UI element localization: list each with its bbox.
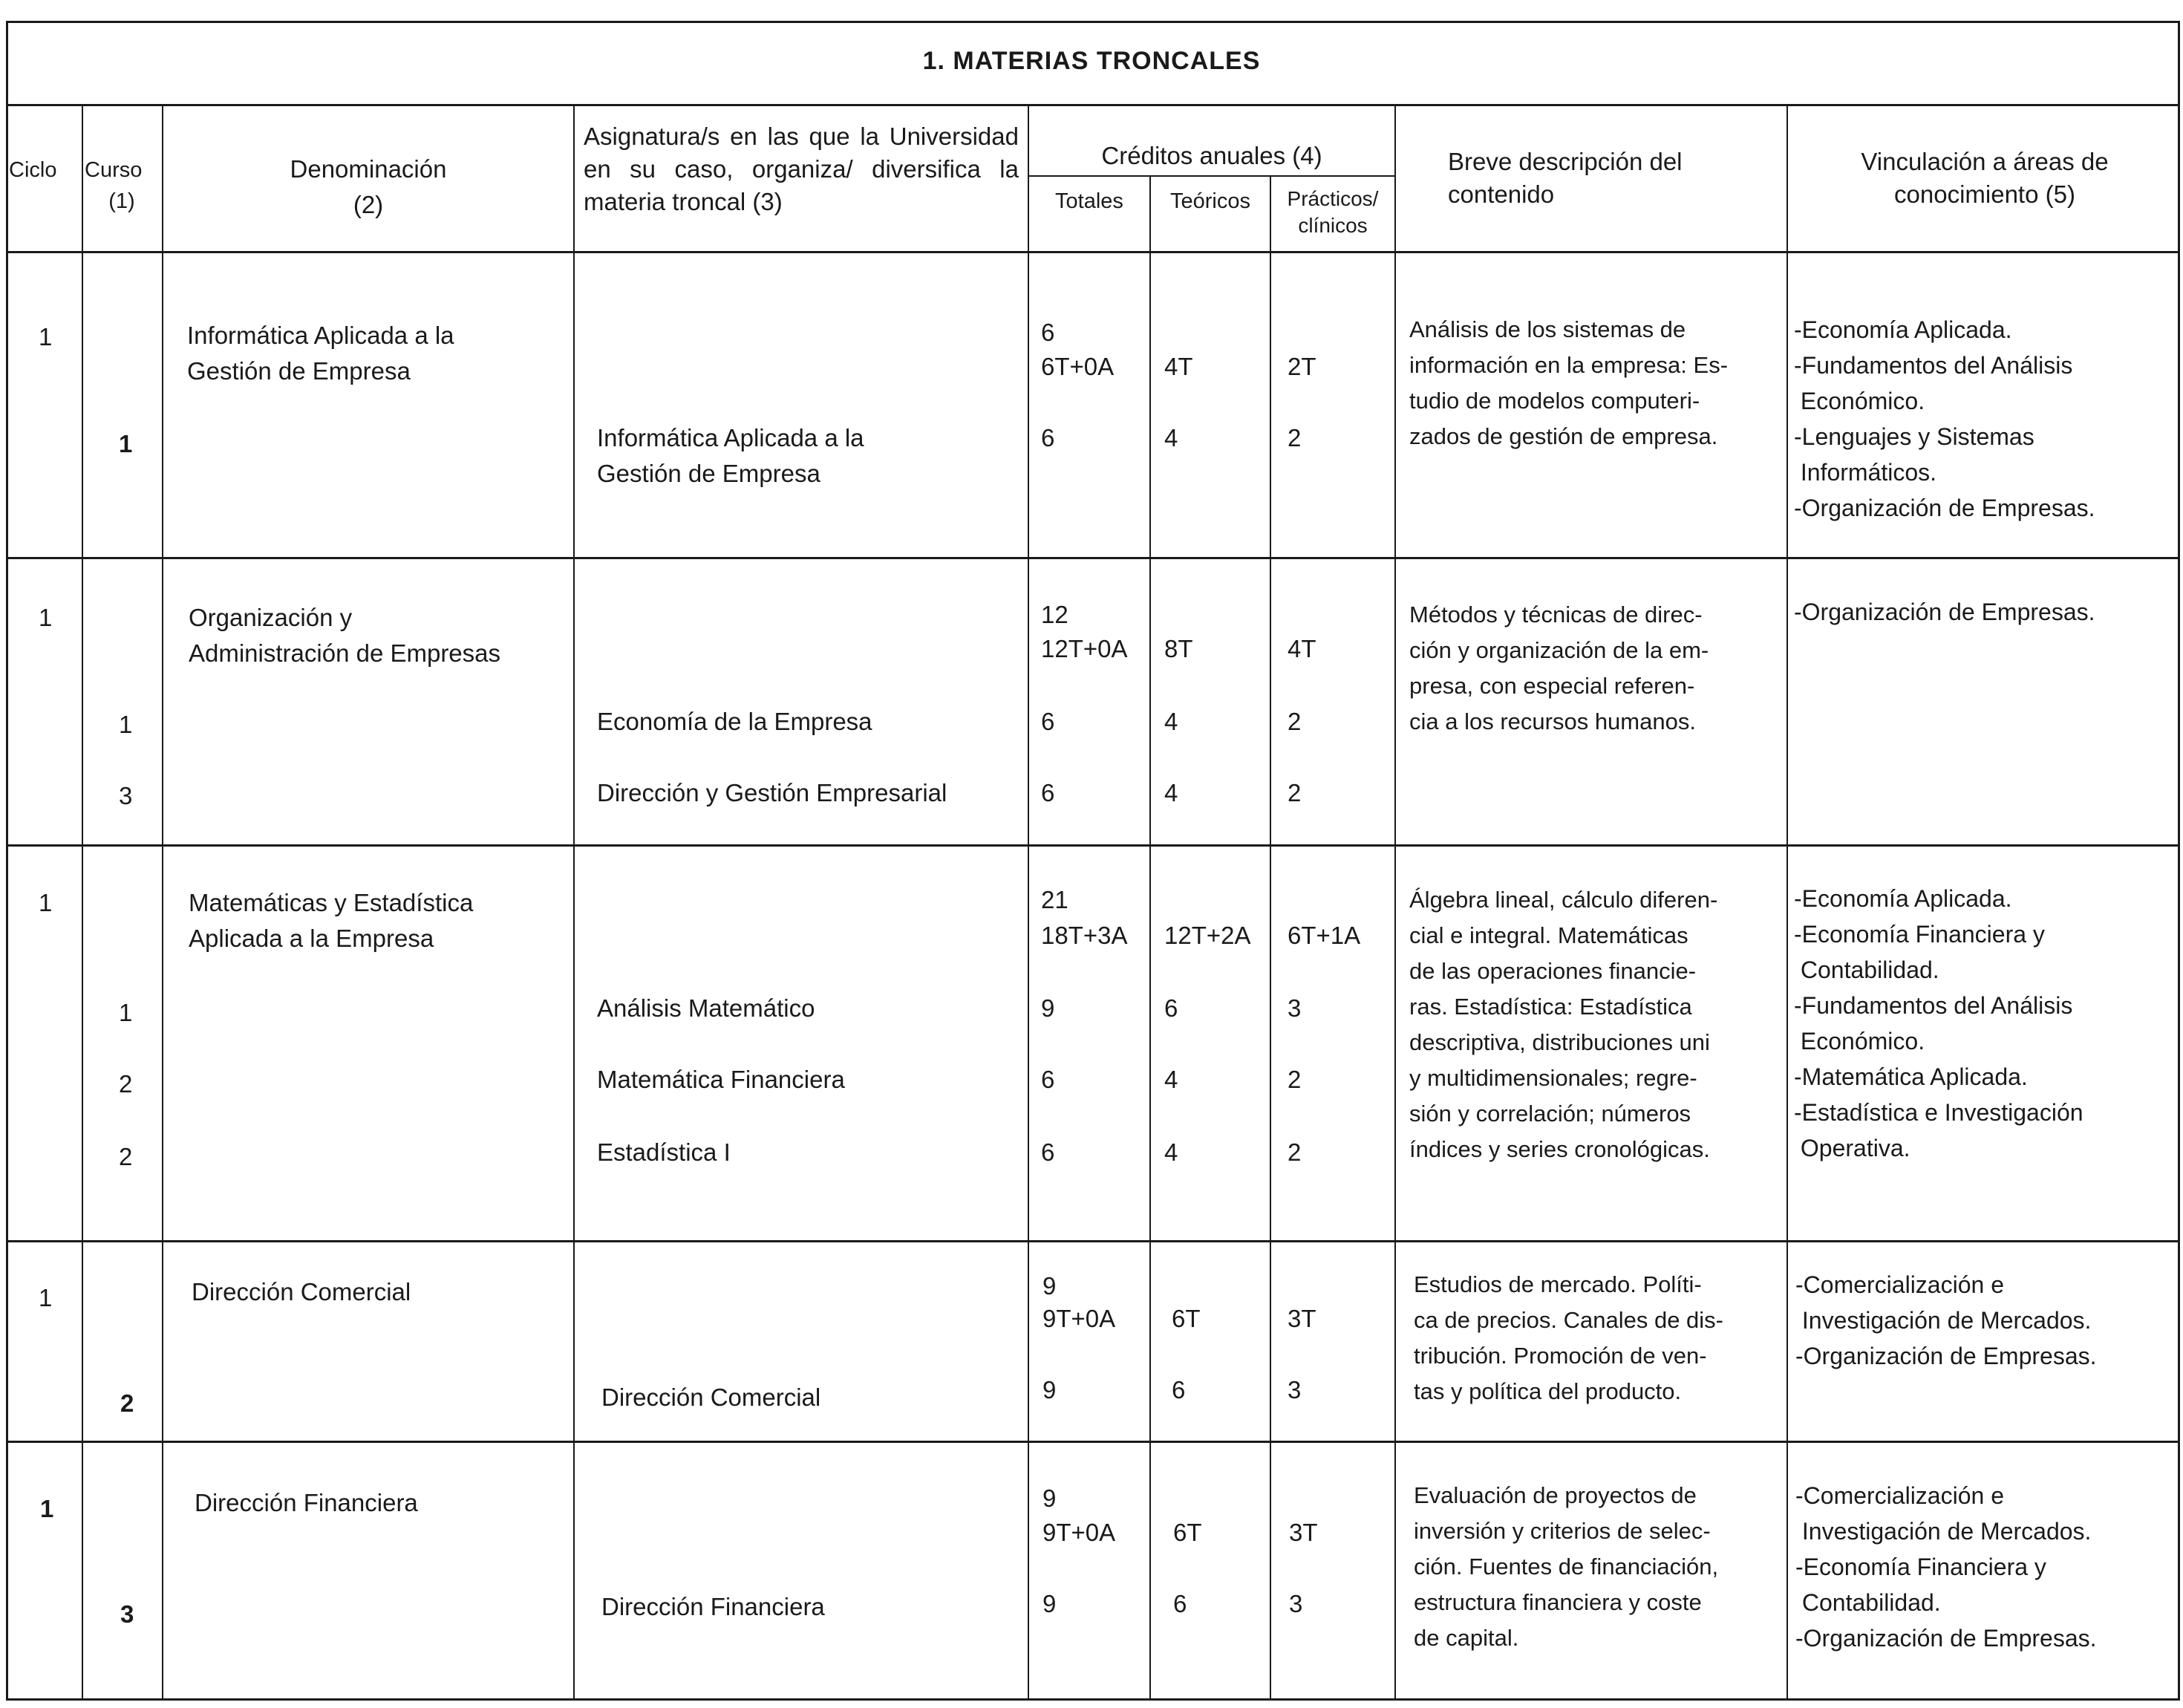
row5-totales: 9 bbox=[1042, 1484, 1057, 1512]
row2-asig1-teoricos: 4 bbox=[1164, 708, 1178, 735]
row2-totales: 12 bbox=[1041, 601, 1068, 628]
row4-asig1-nombre: Dirección Comercial bbox=[601, 1383, 821, 1411]
row1-asig1-nombre-line2: Gestión de Empresa bbox=[597, 460, 820, 487]
row2-split-teoricos: 8T bbox=[1164, 635, 1193, 662]
row1-denominacion-line1: Informática Aplicada a la bbox=[187, 322, 454, 349]
row1-area-line5: Informáticos. bbox=[1794, 459, 1937, 486]
row3-denominacion-line2: Aplicada a la Empresa bbox=[189, 925, 434, 952]
rule-col-vinculacion bbox=[1786, 104, 1788, 1701]
row1-asig1-curso: 1 bbox=[119, 430, 133, 457]
row1-area-line2: -Fundamentos del Análisis bbox=[1794, 352, 2073, 379]
row3-asig1-nombre: Análisis Matemático bbox=[597, 994, 815, 1022]
row4-ciclo: 1 bbox=[39, 1284, 53, 1311]
row3-asig2-teoricos: 4 bbox=[1164, 1066, 1178, 1093]
row4-descripcion-line2: ca de precios. Canales de dis- bbox=[1414, 1307, 1724, 1333]
rule-col-curso bbox=[82, 104, 83, 1701]
row1-descripcion-line1: Análisis de los sistemas de bbox=[1409, 316, 1686, 342]
row2-denominacion-line2: Administración de Empresas bbox=[189, 639, 501, 667]
row2-descripcion-line1: Métodos y técnicas de direc- bbox=[1409, 602, 1703, 628]
row3-descripcion-line8: índices y series cronológicas. bbox=[1409, 1136, 1710, 1162]
row3-area-line1: -Economía Aplicada. bbox=[1794, 885, 2012, 912]
row3-split-teoricos: 12T+2A bbox=[1164, 922, 1251, 949]
row1-area-line1: -Economía Aplicada. bbox=[1794, 316, 2012, 343]
row1-asig1-teoricos: 4 bbox=[1164, 424, 1178, 452]
row3-ciclo: 1 bbox=[39, 889, 53, 916]
row2-descripcion-line3: presa, con especial referen- bbox=[1409, 673, 1695, 699]
row3-descripcion-line2: cial e integral. Matemáticas bbox=[1409, 922, 1688, 948]
row5-area-line1: -Comercialización e bbox=[1795, 1482, 2004, 1509]
row3-asig1-teoricos: 6 bbox=[1164, 994, 1178, 1022]
row2-denominacion-line1: Organización y bbox=[189, 604, 353, 631]
row1-asig1-nombre-line1: Informática Aplicada a la bbox=[597, 424, 864, 452]
header-creditos: Créditos anuales (4) bbox=[1101, 142, 1322, 169]
row4-descripcion-line4: tas y política del producto. bbox=[1414, 1378, 1682, 1404]
row3-asig3-curso: 2 bbox=[119, 1143, 133, 1170]
header-curso-note: (1) bbox=[108, 189, 135, 213]
row1-descripcion-line4: zados de gestión de empresa. bbox=[1409, 423, 1718, 449]
rule-col-practicos bbox=[1270, 175, 1271, 1701]
row3-denominacion-line1: Matemáticas y Estadística bbox=[189, 889, 474, 916]
row1-split-teoricos: 4T bbox=[1164, 353, 1193, 380]
row1-area-line6: -Organización de Empresas. bbox=[1794, 495, 2095, 521]
row5-asig1-teoricos: 6 bbox=[1173, 1590, 1187, 1617]
row3-asig3-practicos: 2 bbox=[1288, 1138, 1302, 1166]
row4-area-line3: -Organización de Empresas. bbox=[1795, 1343, 2097, 1369]
row2-asig2-teoricos: 4 bbox=[1164, 779, 1178, 806]
header-descripcion: Breve descripción del contenido bbox=[1448, 148, 1683, 208]
row1-asig1-totales: 6 bbox=[1041, 424, 1055, 452]
row5-area-line4: Contabilidad. bbox=[1795, 1589, 1941, 1616]
row1-descripcion-line3: tudio de modelos computeri- bbox=[1409, 388, 1700, 414]
row5-descripcion-line2: inversión y criterios de selec- bbox=[1414, 1518, 1711, 1544]
row5-denominacion-line1: Dirección Financiera bbox=[195, 1489, 418, 1516]
row3-asig1-practicos: 3 bbox=[1288, 994, 1302, 1022]
row3-asig1-curso: 1 bbox=[119, 999, 133, 1026]
row2-area-line1: -Organización de Empresas. bbox=[1794, 599, 2095, 625]
rule-row4-bottom bbox=[6, 1441, 2180, 1443]
row3-area-line3: Contabilidad. bbox=[1794, 956, 1939, 983]
row4-asig1-totales: 9 bbox=[1042, 1376, 1057, 1404]
header-curso: Curso bbox=[85, 158, 143, 182]
row5-split-teoricos: 6T bbox=[1173, 1519, 1202, 1546]
row4-denominacion-line1: Dirección Comercial bbox=[192, 1278, 411, 1306]
row5-area-line2: Investigación de Mercados. bbox=[1795, 1518, 2092, 1545]
row3-asig3-totales: 6 bbox=[1041, 1138, 1055, 1166]
row5-asig1-totales: 9 bbox=[1042, 1590, 1057, 1617]
row2-asig2-nombre: Dirección y Gestión Empresarial bbox=[597, 779, 947, 806]
row5-asig1-practicos: 3 bbox=[1289, 1590, 1303, 1617]
row3-asig3-nombre: Estadística I bbox=[597, 1138, 731, 1166]
row2-ciclo: 1 bbox=[39, 604, 53, 631]
rule-col-totales bbox=[1028, 104, 1029, 1701]
row3-area-line6: -Matemática Aplicada. bbox=[1794, 1063, 2028, 1090]
row3-asig3-teoricos: 4 bbox=[1164, 1138, 1178, 1166]
row2-asig1-curso: 1 bbox=[119, 711, 133, 738]
row3-area-line5: Económico. bbox=[1794, 1028, 1925, 1055]
row3-asig2-nombre: Matemática Financiera bbox=[597, 1066, 845, 1093]
row2-split-practicos: 4T bbox=[1288, 635, 1316, 662]
row1-split-totales: 6T+0A bbox=[1041, 353, 1115, 380]
row3-asig2-practicos: 2 bbox=[1288, 1066, 1302, 1093]
header-teoricos: Teóricos bbox=[1170, 189, 1250, 213]
row1-ciclo: 1 bbox=[39, 323, 53, 351]
row4-area-line1: -Comercialización e bbox=[1795, 1271, 2004, 1298]
row1-asig1-practicos: 2 bbox=[1288, 424, 1302, 452]
rule-col-asignatura bbox=[573, 104, 575, 1701]
row2-descripcion-line4: cia a los recursos humanos. bbox=[1409, 708, 1696, 734]
row3-asig2-curso: 2 bbox=[119, 1070, 133, 1098]
row4-split-totales: 9T+0A bbox=[1042, 1305, 1116, 1332]
row3-split-practicos: 6T+1A bbox=[1288, 922, 1361, 949]
table-frame bbox=[6, 21, 2180, 1701]
row1-descripcion-line2: información en la empresa: Es- bbox=[1409, 352, 1729, 378]
row2-asig2-totales: 6 bbox=[1041, 779, 1055, 806]
row3-descripcion-line3: de las operaciones financie- bbox=[1409, 958, 1697, 984]
rule-col-descripcion bbox=[1394, 104, 1396, 1701]
row5-descripcion-line3: ción. Fuentes de financiación, bbox=[1414, 1554, 1719, 1580]
row3-descripcion-line6: y multidimensionales; regre- bbox=[1409, 1065, 1697, 1091]
header-denominacion: Denominación bbox=[290, 155, 447, 183]
row2-split-totales: 12T+0A bbox=[1041, 635, 1128, 662]
rule-title-bottom bbox=[6, 104, 2180, 106]
row5-area-line5: -Organización de Empresas. bbox=[1795, 1625, 2097, 1652]
row4-area-line2: Investigación de Mercados. bbox=[1795, 1307, 2092, 1334]
row5-descripcion-line5: de capital. bbox=[1414, 1625, 1519, 1651]
rule-row3-bottom bbox=[6, 1240, 2180, 1242]
row4-asig1-teoricos: 6 bbox=[1172, 1376, 1186, 1404]
row1-area-line4: -Lenguajes y Sistemas bbox=[1794, 423, 2034, 450]
row3-area-line8: Operativa. bbox=[1794, 1135, 1910, 1161]
header-vinculacion: Vinculación a áreas de conocimiento (5) bbox=[1861, 148, 2109, 208]
table-title: 1. MATERIAS TRONCALES bbox=[922, 47, 1261, 75]
row3-descripcion-line7: sión y correlación; números bbox=[1409, 1101, 1691, 1127]
header-practicos: Prácticos/ clínicos bbox=[1287, 187, 1379, 237]
row3-asig1-totales: 9 bbox=[1041, 994, 1055, 1022]
row3-descripcion-line4: ras. Estadística: Estadística bbox=[1409, 994, 1692, 1020]
row5-ciclo: 1 bbox=[40, 1495, 54, 1522]
row1-denominacion-line2: Gestión de Empresa bbox=[187, 357, 411, 385]
row5-descripcion-line1: Evaluación de proyectos de bbox=[1414, 1482, 1697, 1508]
row3-asig2-totales: 6 bbox=[1041, 1066, 1055, 1093]
header-ciclo: Ciclo bbox=[9, 158, 57, 182]
header-denominacion-note: (2) bbox=[353, 191, 384, 218]
row3-descripcion-line5: descriptiva, distribuciones uni bbox=[1409, 1029, 1710, 1055]
row5-split-totales: 9T+0A bbox=[1042, 1519, 1116, 1546]
header-asignatura: Asignatura/s en las que la Universidad en su caso, organiza/ diversifica la materia troncal (3) bbox=[584, 123, 1019, 215]
row5-split-practicos: 3T bbox=[1289, 1519, 1318, 1546]
row4-descripcion-line3: tribución. Promoción de ven- bbox=[1414, 1343, 1707, 1369]
row1-totales: 6 bbox=[1041, 319, 1055, 346]
row3-descripcion-line1: Álgebra lineal, cálculo diferen- bbox=[1409, 887, 1718, 913]
row4-split-practicos: 3T bbox=[1288, 1305, 1316, 1332]
row2-asig1-practicos: 2 bbox=[1288, 708, 1302, 735]
row4-asig1-curso: 2 bbox=[120, 1389, 134, 1417]
row5-area-line3: -Economía Financiera y bbox=[1795, 1554, 2046, 1580]
row3-area-line7: -Estadística e Investigación bbox=[1794, 1099, 2084, 1126]
rule-row2-bottom bbox=[6, 844, 2180, 847]
row1-area-line3: Económico. bbox=[1794, 388, 1925, 414]
row2-asig2-curso: 3 bbox=[119, 782, 133, 809]
row4-descripcion-line1: Estudios de mercado. Políti- bbox=[1414, 1271, 1702, 1297]
row5-descripcion-line4: estructura financiera y coste bbox=[1414, 1589, 1702, 1615]
rule-subheader bbox=[1028, 175, 1394, 177]
row4-totales: 9 bbox=[1042, 1272, 1057, 1300]
row2-descripcion-line2: ción y organización de la em- bbox=[1409, 637, 1709, 663]
row3-split-totales: 18T+3A bbox=[1041, 922, 1128, 949]
row4-asig1-practicos: 3 bbox=[1288, 1376, 1302, 1404]
rule-col-denominacion bbox=[162, 104, 163, 1701]
row3-area-line4: -Fundamentos del Análisis bbox=[1794, 992, 2073, 1019]
rule-row1-bottom bbox=[6, 557, 2180, 559]
row5-asig1-nombre: Dirección Financiera bbox=[601, 1593, 825, 1620]
header-totales: Totales bbox=[1055, 189, 1123, 213]
rule-header-bottom bbox=[6, 251, 2180, 253]
rule-col-teoricos bbox=[1149, 175, 1151, 1701]
row3-totales: 21 bbox=[1041, 886, 1068, 913]
row1-split-practicos: 2T bbox=[1288, 353, 1316, 380]
row2-asig1-totales: 6 bbox=[1041, 708, 1055, 735]
row4-split-teoricos: 6T bbox=[1172, 1305, 1201, 1332]
row2-asig1-nombre: Economía de la Empresa bbox=[597, 708, 872, 735]
row3-area-line2: -Economía Financiera y bbox=[1794, 921, 2045, 948]
row2-asig2-practicos: 2 bbox=[1288, 779, 1302, 806]
row5-asig1-curso: 3 bbox=[120, 1600, 134, 1628]
